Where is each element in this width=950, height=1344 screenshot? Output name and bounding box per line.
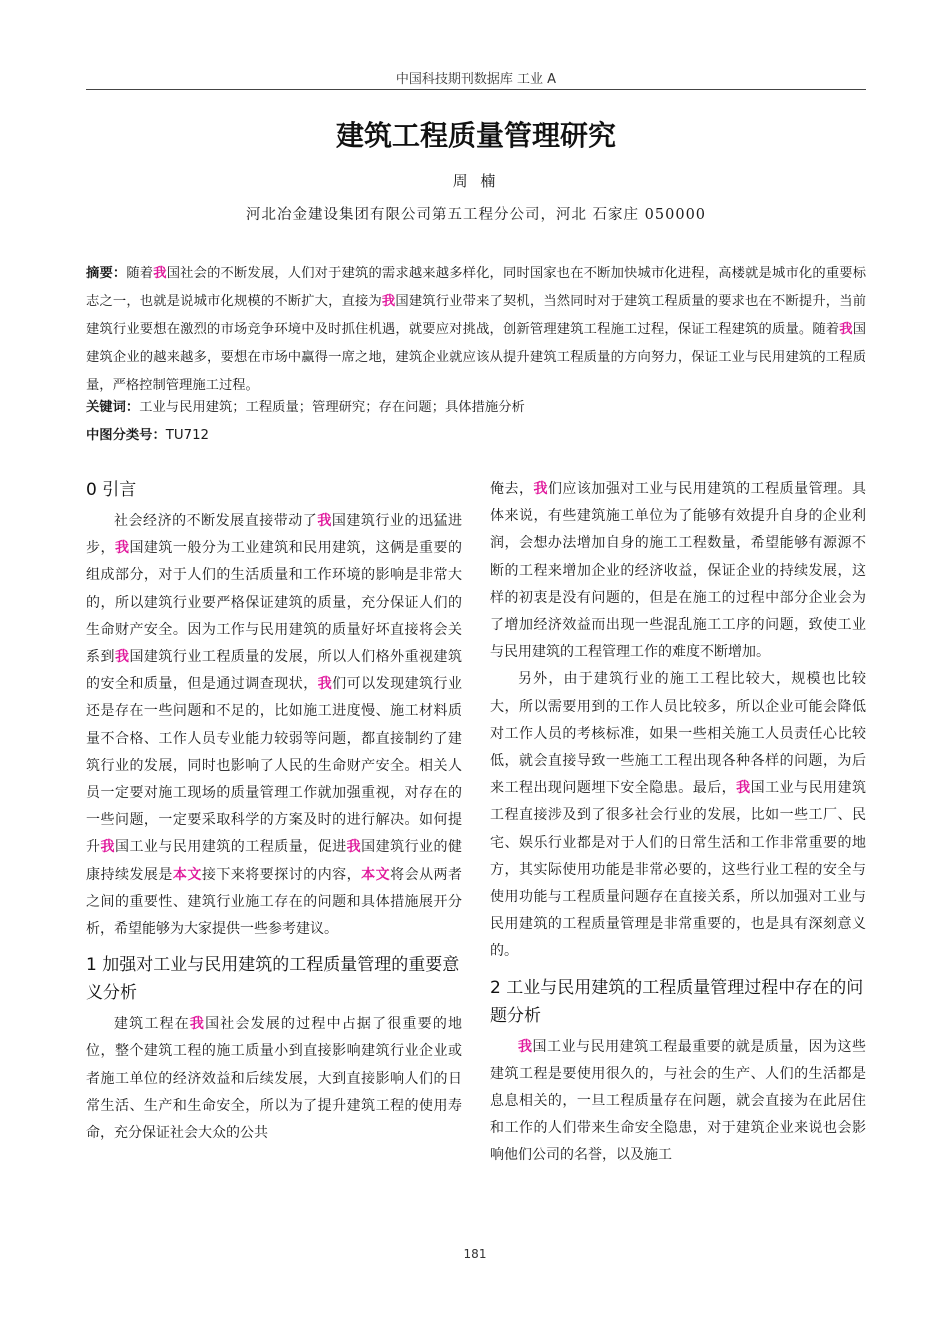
highlight-word: 我 <box>100 839 115 856</box>
classification-text: TU712 <box>165 428 210 443</box>
text: 社会经济的不断发展直接带动了 <box>114 513 318 529</box>
highlight-word: 我 <box>114 649 130 666</box>
highlight-word: 我 <box>317 676 333 693</box>
text: 将会从两者之间的重要性、建筑行业施工存在的问题和具体措施展开分析，希望能够为大家提供一些参考建议。 <box>86 866 463 938</box>
classification <box>86 424 866 443</box>
header-rule <box>86 89 866 90</box>
keywords-text: 工业与民用建筑；工程质量；管理研究；存在问题；具体措施分析 <box>139 400 525 415</box>
highlight-word: 我 <box>839 322 853 337</box>
text: 国社会发展的过程中占据了很重要的地位，整个建筑工程的施工质量小到直接影响建筑行业企业或者施工单位的经济效益和后续发展，大到直接影响人们的日常生活、生产和生命安全，所以为了提升建筑工程的使用寿命，充分保证社会大众的公共 <box>86 1016 463 1142</box>
abstract-text: 国社会的不断发展，人们对于建筑的需求越来越多样化，同时国家也在不断加快城市化进程，高楼就是城市化的重要标志之一，也就是说城市化规模的不断扩大，直接为 <box>86 266 867 309</box>
keywords <box>86 396 866 415</box>
highlight-word: 我 <box>346 839 362 856</box>
classification-label: 中图分类号： <box>86 428 166 443</box>
text: 建筑工程在 <box>114 1016 190 1033</box>
text: 国工业与民用建筑的工程质量，促进 <box>114 839 347 856</box>
right-column <box>490 476 866 1170</box>
text: 们应该加强对工业与民用建筑的工程质量管理。具体来说，有些建筑施工单位为了能够有效提升自身的企业利润，会想办法增加自身的施工工程数量，希望能够有源源不断的工程来增加企业的经济收益，保证企业的持续发展，这样的初衷是没有问题的，但是在施工的过程中部分企业会为了增加经济效益而出现一些混乱施工工序的问题，致使工业与民用建筑的工程管理工作的难度不断增加。 <box>490 481 867 661</box>
text: 俺去， <box>490 481 534 497</box>
paragraph <box>86 508 462 943</box>
paragraph <box>490 666 866 965</box>
affiliation: 河北冶金建设集团有限公司第五工程分公司，河北 石家庄 050000 <box>245 207 707 223</box>
text: 另外，由于建筑行业的施工工程比较大，规模也比较大，所以需要用到的工作人员比较多，所以企业可能会降低对工作人员的考核标准，如果一些相关施工人员责任心比较低，就会直接导致一些施工工程出现各种各样的问题，为后来工程出现问题埋下安全隐患。最后， <box>490 671 866 797</box>
abstract-text: 随着 <box>126 266 154 281</box>
paragraph <box>490 476 866 666</box>
abstract-text: 国建筑行业带来了契机，当然同时对于建筑工程质量的要求也在不断提升，当前建筑行业要想在激烈的市场竞争环境中及时抓住机遇，就要应对挑战，创新管理建筑工程施工过程，保证工程建筑的质量。随着 <box>86 294 867 337</box>
abstract <box>86 260 866 400</box>
highlight-word: 我 <box>317 513 332 529</box>
text: 国工业与民用建筑工程直接涉及到了很多社会行业的发展，比如一些工厂、民宅、娱乐行业都是对于人们的日常生活和工作非常重要的地方，其实际使用功能是非常必要的，这些行业工程的安全与使用功能与工程质量问题存在直接关系，所以加强对工业与民用建筑的工程质量管理是非常重要的，也是具有深刻意义的。 <box>490 780 867 960</box>
running-header: 中国科技期刊数据库 工业 A <box>395 72 557 87</box>
abstract-text: 国建筑企业的越来越多，要想在市场中赢得一席之地，建筑企业就应该从提升建筑工程质量的方向努力，保证工业与民用建筑的工程质量，严格控制管理施工过程。 <box>86 322 867 393</box>
highlight-word: 我 <box>533 481 548 497</box>
highlight-word: 我 <box>189 1016 206 1033</box>
highlight-word: 我 <box>381 294 396 309</box>
page-number: 181 <box>463 1247 487 1261</box>
text: 国工业与民用建筑工程最重要的就是质量，因为这些建筑工程是要使用很久的，与社会的生产、人们的生活都是息息相关的，一旦工程质量存在问题，就会直接为在此居住和工作的人们带来生命安全隐患，对于建筑企业来说也会影响他们公司的名誉，以及施工 <box>490 1038 867 1164</box>
keywords-label: 关键词： <box>86 400 140 415</box>
text: 国建筑行业的健康持续发展是 <box>86 839 463 883</box>
text: 国建筑行业的迅猛进步， <box>86 513 463 557</box>
section-heading-2: 2 工业与民用建筑的工程质量管理过程中存在的问题分析 <box>490 977 864 1026</box>
highlight-word: 我 <box>114 540 130 557</box>
highlight-word: 本文 <box>172 866 202 883</box>
left-column <box>86 476 462 1147</box>
abstract-label: 摘要： <box>86 266 127 281</box>
article-title: 建筑工程质量管理研究 <box>335 119 616 152</box>
text: 接下来将要探讨的内容， <box>201 866 362 883</box>
author: 周 楠 <box>452 172 500 190</box>
section-heading-intro: 0 引言 <box>86 480 137 500</box>
highlight-word: 我 <box>153 266 167 281</box>
highlight-word: 本文 <box>361 866 391 883</box>
section-heading-1: 1 加强对工业与民用建筑的工程质量管理的重要意义分析 <box>86 955 460 1004</box>
text: 国建筑一般分为工业建筑和民用建筑，这俩是重要的组成部分，对于人们的生活质量和工作环境的影响是非常大的，所以建筑行业要严格保证建筑的质量，充分保证人们的生命财产安全。因为工作与民用建筑的质量好坏直接将会关系到 <box>86 540 463 666</box>
text: 们可以发现建筑行业还是存在一些问题和不足的，比如施工进度慢、施工材料质量不合格、工作人员专业能力较弱等问题，都直接制约了建筑行业的发展，同时也影响了人民的生命财产安全。相关人员一定要对施工现场的质量管理工作就加强重视，对存在的一些问题，一定要采取科学的方案及时的进行解决。如何提升 <box>86 676 463 856</box>
highlight-word: 我 <box>518 1038 533 1055</box>
highlight-word: 我 <box>736 780 751 797</box>
paragraph <box>86 1011 462 1147</box>
text: 国建筑行业工程质量的发展，所以人们格外重视建筑的安全和质量，但是通过调查现状， <box>86 649 463 693</box>
paragraph <box>490 1034 866 1170</box>
